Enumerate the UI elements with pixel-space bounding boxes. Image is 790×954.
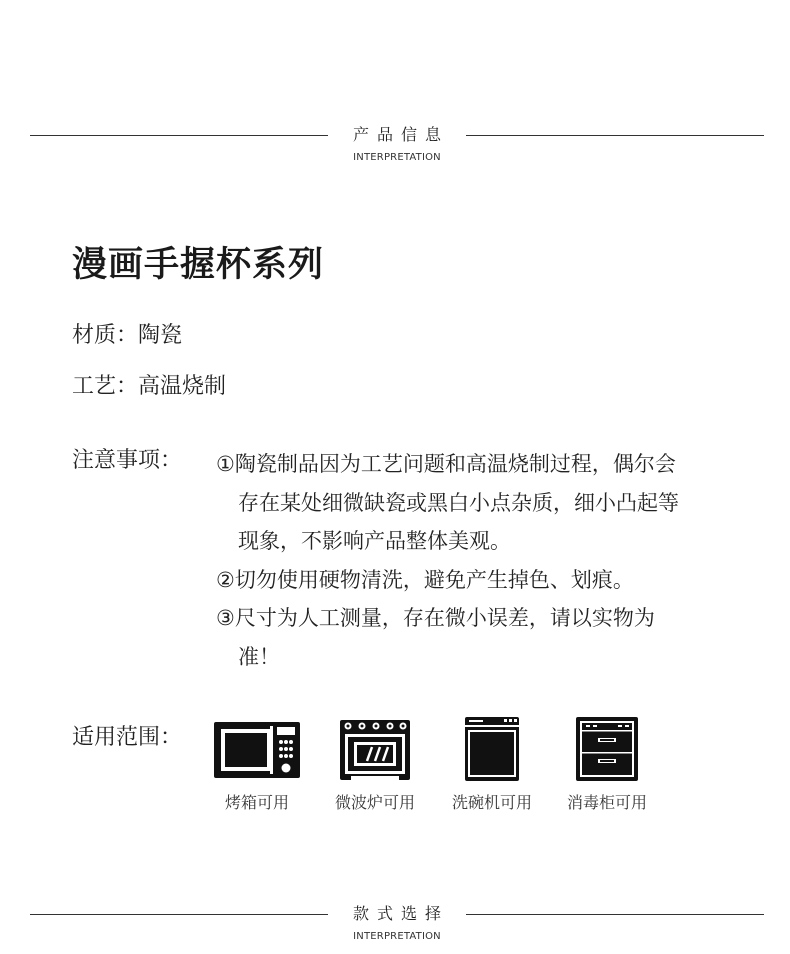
divider-line xyxy=(30,135,328,136)
section-title: 产品信息 xyxy=(352,125,449,144)
appliance-item xyxy=(547,716,667,812)
product-title: 漫画手握杯系列 xyxy=(72,245,325,285)
appliance-item xyxy=(432,716,552,812)
appliance-label: 微波炉可用 xyxy=(334,793,415,812)
appliance-label: 烤箱可用 xyxy=(224,793,289,812)
divider-line xyxy=(30,914,328,915)
appliance-item xyxy=(315,716,435,812)
appliance-label: 洗碗机可用 xyxy=(451,793,532,812)
note-item: ②切勿使用硬物清洗，避免产生掉色、划痕。 xyxy=(216,567,634,592)
usage-label: 适用范围： xyxy=(72,725,183,750)
appliance-label: 消毒柜可用 xyxy=(566,793,647,812)
microwave-icon xyxy=(197,716,317,782)
note-item: ①陶瓷制品因为工艺问题和高温烧制过程，偶尔会存在某处细微缺瓷或黑白小点杂质，细小凸起等现象，不影响产品整体美观。 xyxy=(216,452,679,553)
notes-list xyxy=(216,445,696,676)
divider-line xyxy=(466,135,764,136)
divider-line xyxy=(466,914,764,915)
section-title: 款式选择 xyxy=(352,904,449,923)
note-item: ③尺寸为人工测量，存在微小误差，请以实物为准！ xyxy=(216,606,655,669)
dishwasher-icon xyxy=(432,716,552,782)
appliance-item xyxy=(197,716,317,812)
spec-material: 材质：陶瓷 xyxy=(72,323,183,348)
sterilizer-cabinet-icon xyxy=(547,716,667,782)
section-subtitle: INTERPRETATION xyxy=(353,152,441,163)
oven-icon xyxy=(315,716,435,782)
section-header-product-info xyxy=(0,125,790,175)
section-header-style-selection xyxy=(0,904,790,954)
section-subtitle: INTERPRETATION xyxy=(353,931,441,942)
notes-label: 注意事项： xyxy=(72,448,183,473)
spec-process: 工艺：高温烧制 xyxy=(72,374,227,399)
